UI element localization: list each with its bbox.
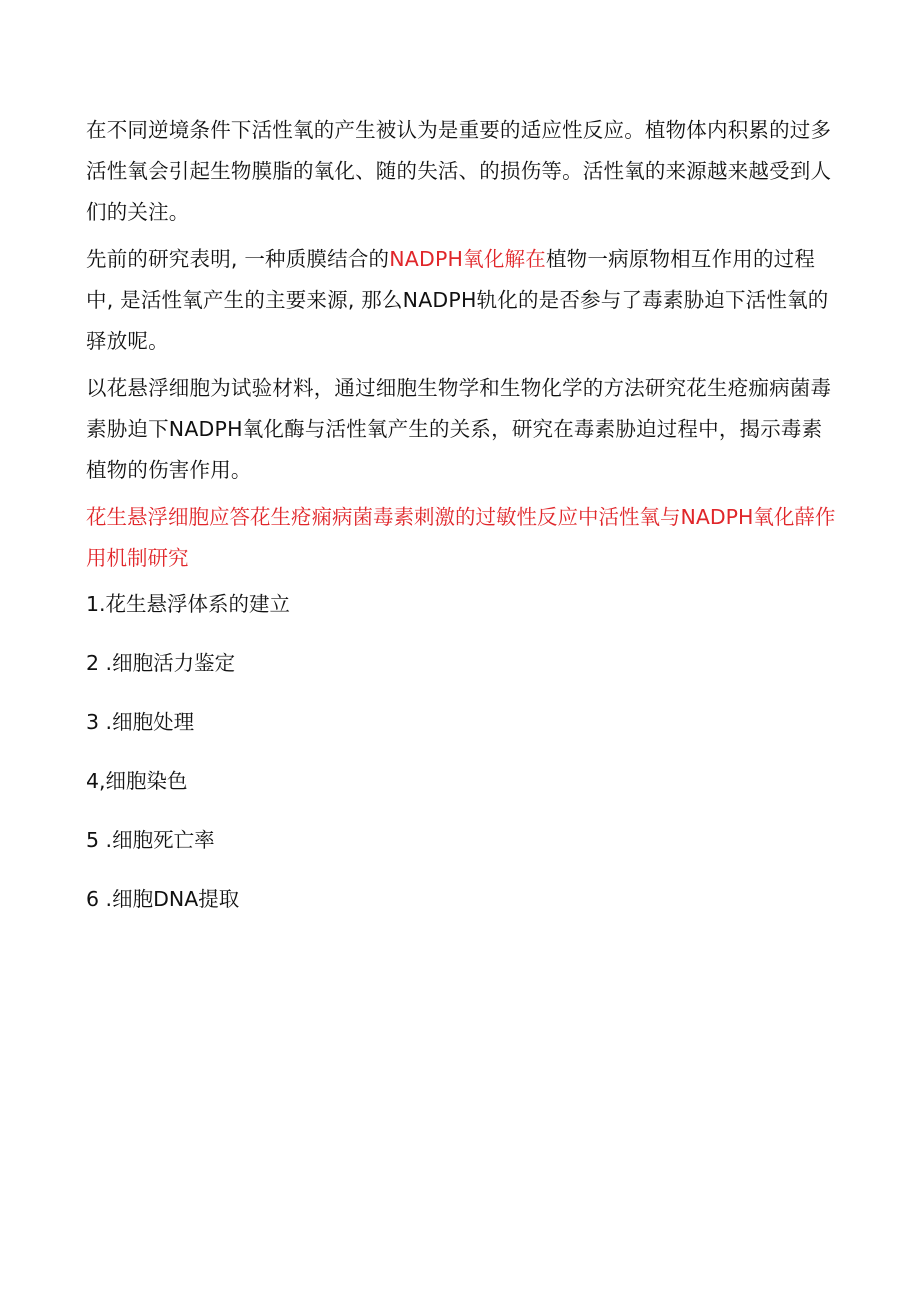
list-item: 2 .细胞活力鉴定 (86, 651, 236, 675)
paragraph-2-highlight: NADPH氧化解在 (389, 247, 546, 271)
paragraph-2-text-b: 植物一病原物相互作用的过程中, 是活性氧产生的主要来源, 那么NADPH轨化的是否参与了毒素胁迫下活性氧的驿放呢。 (86, 247, 829, 353)
paragraph-1-text: 在不同逆境条件下活性氧的产生被认为是重要的适应性反应。植物体内积累的过多活性氧会引起生物膜脂的氧化、随的失活、的损伤等。活性氧的来源越来越受到人们的关注。 (86, 118, 832, 224)
list-item: 1.花生悬浮体系的建立 (86, 592, 291, 616)
paragraph-3 (86, 368, 836, 491)
section-heading: 花生悬浮细胞应答花生疮痫病菌毒素刺激的过敏性反应中活性氧与NADPH氧化薛作用机制研究 (86, 505, 836, 570)
list-item: 5 .细胞死亡率 (86, 828, 215, 852)
list-item: 4,细胞染色 (86, 769, 188, 793)
paragraph-3-text: 以花悬浮细胞为试验材料，通过细胞生物学和生物化学的方法研究花生疮痂病菌毒素胁迫下NADPH氧化酶与活性氧产生的关系，研究在毒素胁迫过程中，揭示毒素植物的伤害作用。 (86, 376, 832, 482)
list-item: 6 .细胞DNA提取 (86, 887, 240, 911)
paragraph-2-text-a: 先前的研究表明, 一种质膜结合的 (86, 247, 390, 271)
steps-list (86, 589, 836, 943)
paragraph-2 (86, 239, 836, 362)
paragraph-1 (86, 110, 836, 233)
list-item: 3 .细胞处理 (86, 710, 195, 734)
